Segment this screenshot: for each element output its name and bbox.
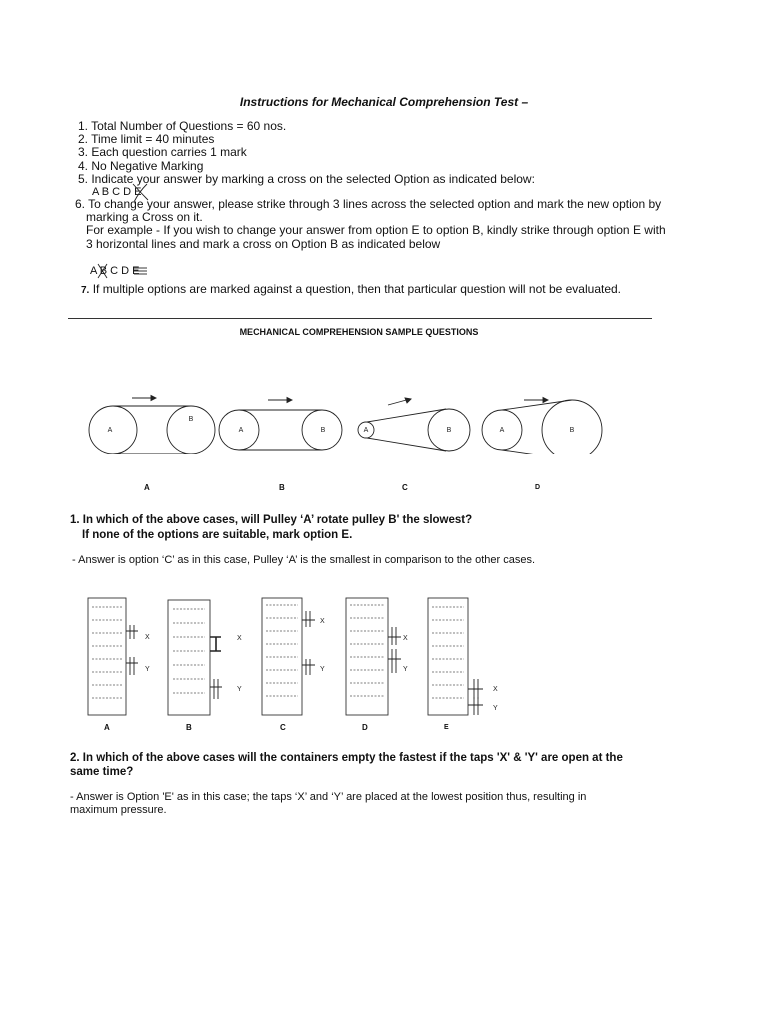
instruction-item-5: 5. Indicate your answer by marking a cross on the selected Option as indicated below:: [78, 172, 535, 186]
instruction-item-6-line1: 6. To change your answer, please strike through 3 lines across the selected option and mark the new option by: [75, 197, 662, 211]
instruction-item-4: 4. No Negative Marking: [78, 159, 204, 173]
container-caption-b: B: [186, 723, 192, 732]
question-2-line2: same time?: [70, 766, 134, 778]
tap-icon: [210, 679, 222, 699]
instruction-example-line2: 3 horizontal lines and mark a cross on Option B as indicated below: [86, 237, 441, 251]
tap-icon: [388, 627, 401, 645]
pulley-caption-a: A: [144, 483, 150, 492]
question-2-answer-line1: - Answer is Option 'E' as in this case; the taps ‘X’ and ‘Y’ are placed at the lowest position thus, resulting in: [70, 791, 587, 803]
tap-icon: [468, 679, 483, 699]
options-example-2-text: A B C D E: [90, 265, 140, 277]
section-title: MECHANICAL COMPREHENSION SAMPLE QUESTIONS: [239, 327, 479, 337]
instruction-item-7-text: If multiple options are marked against a question, then that particular question will not be evaluated.: [92, 282, 622, 296]
question-1-line1: 1. In which of the above cases, will Pulley ‘A’ rotate pulley B' the slowest?: [70, 514, 473, 526]
tap-icon: [126, 625, 138, 639]
pulley-label: B: [569, 427, 575, 434]
tap-icon: [388, 649, 401, 673]
container-e: [428, 598, 468, 715]
section-divider: [68, 318, 652, 319]
tap-label-x: X: [237, 635, 242, 642]
instruction-item-6-line2: marking a Cross on it.: [86, 210, 203, 224]
tap-label-y: Y: [493, 705, 498, 712]
instructions-title: Instructions for Mechanical Comprehension Test –: [239, 95, 529, 109]
pulley-label: B: [446, 427, 452, 434]
container-caption-c: C: [280, 723, 286, 732]
instruction-item-1: 1. Total Number of Questions = 60 nos.: [78, 119, 287, 133]
tap-icon: [126, 657, 138, 675]
tap-icon: [468, 697, 483, 715]
container-c: [262, 598, 302, 715]
instruction-item-7: [81, 282, 621, 298]
question-2-answer-line2: maximum pressure.: [70, 804, 167, 816]
pulley-label: A: [363, 427, 369, 434]
container-caption-a: A: [104, 723, 110, 732]
tap-label-x: X: [145, 634, 150, 641]
instruction-item-2: 2. Time limit = 40 minutes: [78, 132, 215, 146]
container-b: [168, 600, 210, 715]
pulley-case-c: [358, 398, 470, 451]
tap-label-x: X: [320, 618, 325, 625]
tap-icon: [302, 611, 315, 627]
tap-icon: [210, 637, 221, 651]
tap-label-y: Y: [237, 686, 242, 693]
pulley-case-b: [219, 398, 342, 451]
tap-label-x: X: [493, 686, 498, 693]
pulley-label: B: [188, 416, 194, 423]
pulley-case-a: [89, 396, 215, 455]
pulley-figure: [80, 388, 610, 454]
tap-label-x: X: [403, 635, 408, 642]
containers-figure: [85, 595, 515, 720]
pulley-caption-c: C: [402, 483, 408, 492]
question-1-answer: - Answer is option ‘C’ as in this case, Pulley ‘A’ is the smallest in comparison to the other cases.: [72, 554, 536, 566]
tap-label-y: Y: [145, 666, 150, 673]
container-a: [88, 598, 126, 715]
question-1-line2: If none of the options are suitable, mark option E.: [82, 529, 353, 541]
pulley-label: A: [238, 427, 244, 434]
container-d: [346, 598, 388, 715]
container-caption-e: E: [444, 724, 449, 731]
pulley-label: A: [107, 427, 113, 434]
pulley-label: A: [499, 427, 505, 434]
instruction-item-7-number: 7.: [81, 285, 90, 296]
question-2-line1: 2. In which of the above cases will the containers empty the fastest if the taps 'X' & 'Y' are open at the: [70, 752, 623, 764]
instruction-example-line1: For example - If you wish to change your answer from option E to option B, kindly strike through option E with: [86, 223, 666, 237]
strike-and-cross-icon: [90, 260, 150, 282]
options-example-text: A B C D E: [92, 186, 142, 198]
tap-icon: [302, 659, 315, 675]
tap-label-y: Y: [320, 666, 325, 673]
container-caption-d: D: [362, 723, 368, 732]
tap-label-y: Y: [403, 666, 408, 673]
pulley-label: B: [320, 427, 326, 434]
pulley-caption-b: B: [279, 483, 285, 492]
pulley-caption-d: D: [535, 484, 541, 491]
pulley-case-d: [482, 398, 602, 455]
instruction-item-3: 3. Each question carries 1 mark: [78, 145, 247, 159]
